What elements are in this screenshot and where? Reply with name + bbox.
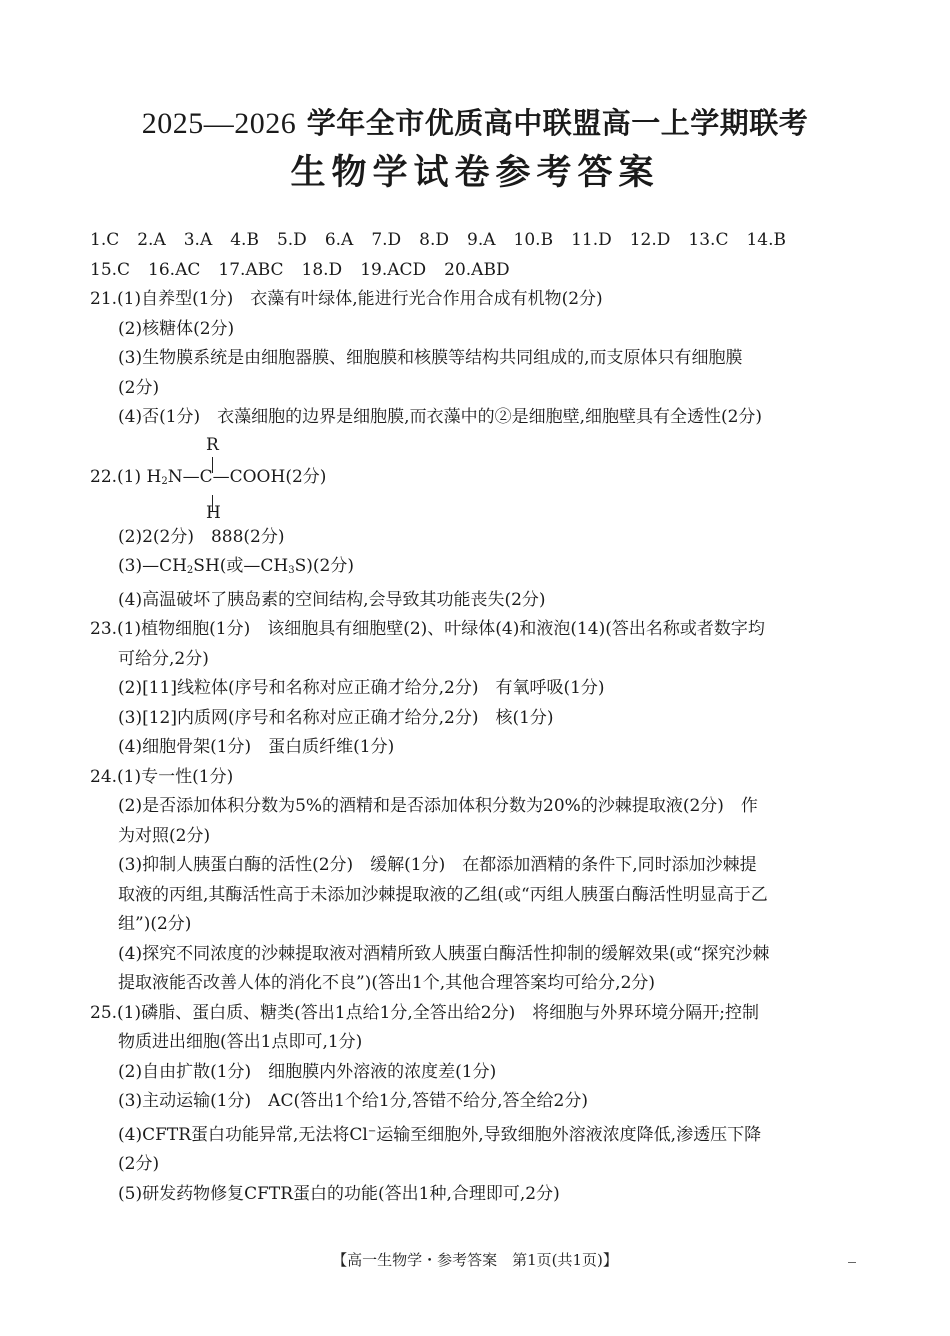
q21-part3: (3)生物膜系统是由细胞器膜、细胞膜和核膜等结构共同组成的,而支原体只有细胞膜 <box>118 348 743 368</box>
q24-part3-cont2: 组”)(2分) <box>118 914 192 934</box>
mc-answer: 5.D <box>276 230 307 250</box>
q25-part1-cont: 物质进出细胞(答出1点即可,1分) <box>118 1032 363 1052</box>
q21-part4: (4)否(1分) 衣藻细胞的边界是细胞膜,而衣藻中的②是细胞壁,细胞壁具有全透性(2分) <box>118 407 763 427</box>
q25-part5: (5)研发药物修复CFTR蛋白的功能(答出1种,合理即可,2分) <box>118 1183 560 1204</box>
subscript: 2 <box>161 475 168 487</box>
q24-part1: 24.(1)专一性(1分) <box>90 766 234 787</box>
q22-part3 <box>90 552 870 586</box>
amino-acid-structure <box>90 433 870 523</box>
q23-part2: (2)[11]线粒体(序号和名称对应正确才给分,2分) 有氧呼吸(1分) <box>118 678 605 698</box>
page-footer: 【高一生物学・参考答案 第1页(共1页)】 <box>332 1251 618 1269</box>
answer-content <box>90 226 870 1209</box>
year-range: 2025—2026 <box>141 107 297 140</box>
mc-answer: 1.C <box>90 230 120 250</box>
mc-answer: 12.D <box>629 230 671 250</box>
mc-answer: 13.C <box>688 230 729 250</box>
q25-part3: (3)主动运输(1分) AC(答出1个给1分,答错不给分,答全给2分) <box>118 1091 588 1111</box>
exam-title <box>0 101 950 142</box>
q21-part3-cont: (2分) <box>118 377 160 398</box>
mc-answer: 20.ABD <box>444 259 510 280</box>
question-21 <box>90 285 870 433</box>
subscript: 3 <box>288 565 295 576</box>
q24-part3-cont1: 取液的丙组,其酶活性高于未添加沙棘提取液的乙组(或“丙组人胰蛋白酶活性明显高于乙 <box>118 884 768 905</box>
mc-answer: 6.A <box>324 230 354 250</box>
question-22 <box>90 433 870 616</box>
mc-answer: 4.B <box>230 230 259 250</box>
mc-answers-row1 <box>90 226 870 256</box>
subscript: 2 <box>186 565 194 576</box>
mc-answer: 18.D <box>301 259 343 280</box>
document-title: 生物学试卷参考答案 <box>290 153 660 193</box>
q23-part1: 23.(1)植物细胞(1分) 该细胞具有细胞壁(2)、叶绿体(4)和液泡(14)(答出名称或者数字均 <box>90 619 765 639</box>
mc-answer: 3.A <box>183 230 213 250</box>
question-24 <box>90 763 870 999</box>
q25-part1: 25.(1)磷脂、蛋白质、糖类(答出1点给1分,全答出给2分) 将细胞与外界环境分隔开;控制 <box>90 1002 759 1023</box>
q22-p3-c: S)(2分) <box>294 556 354 576</box>
q22-part1 <box>90 463 326 497</box>
q22-p1-prefix: 22.(1) H <box>90 466 162 487</box>
mc-answer: 2.A <box>137 230 166 250</box>
q24-part4: (4)探究不同浓度的沙棘提取液对酒精所致人胰蛋白酶活性抑制的缓解效果(或“探究沙棘 <box>118 943 770 964</box>
mc-answer: 14.B <box>746 230 786 250</box>
q25-p4-post: 运输至细胞外,导致细胞外溶液浓度降低,渗透压下降 <box>376 1124 762 1145</box>
q25-p4-pre: (4)CFTR蛋白功能异常,无法将Cl <box>118 1124 368 1145</box>
question-23 <box>90 615 870 763</box>
q25-part4 <box>90 1117 870 1151</box>
superscript: − <box>367 1125 377 1137</box>
mc-answer: 15.C <box>90 259 131 280</box>
q21-part2: (2)核糖体(2分) <box>118 318 235 339</box>
corner-mark <box>848 1262 856 1263</box>
mc-answer: 11.D <box>571 230 612 250</box>
h-atom-label: H <box>206 502 221 523</box>
q23-part3: (3)[12]内质网(序号和名称对应正确才给分,2分) 核(1分) <box>118 707 554 728</box>
title-line1-text: 学年全市优质高中联盟高一上学期联考 <box>296 106 809 140</box>
mc-answer: 8.D <box>419 230 450 250</box>
mc-answer: 16.AC <box>148 259 201 280</box>
mc-answer: 7.D <box>371 230 402 250</box>
question-25 <box>90 999 870 1210</box>
q22-p3-b: SH(或—CH <box>193 556 289 576</box>
q24-part2-cont: 为对照(2分) <box>118 825 211 846</box>
q24-part4-cont: 提取液能否改善人体的消化不良”)(答出1个,其他合理答案均可给分,2分) <box>118 973 656 993</box>
mc-answer: 9.A <box>467 230 496 250</box>
q23-part1-cont: 可给分,2分) <box>118 648 209 669</box>
q23-part4: (4)细胞骨架(1分) 蛋白质纤维(1分) <box>118 737 395 757</box>
mc-answer: 10.B <box>513 230 554 250</box>
q22-p1-mid: N—C—COOH(2分) <box>167 466 327 487</box>
mc-answer: 19.ACD <box>360 259 427 280</box>
mc-answers-row2 <box>90 256 870 286</box>
q21-part1: 21.(1)自养型(1分) 衣藻有叶绿体,能进行光合作用合成有机物(2分) <box>90 289 603 309</box>
q25-part2: (2)自由扩散(1分) 细胞膜内外溶液的浓度差(1分) <box>118 1061 497 1082</box>
q25-part4-cont: (2分) <box>118 1154 160 1174</box>
q24-part2: (2)是否添加体积分数为5%的酒精和是否添加体积分数为20%的沙棘提取液(2分) 作 <box>118 796 758 816</box>
mc-answer: 17.ABC <box>218 259 284 280</box>
q22-part4: (4)高温破坏了胰岛素的空间结构,会导致其功能丧失(2分) <box>118 589 546 610</box>
q24-part3: (3)抑制人胰蛋白酶的活性(2分) 缓解(1分) 在都添加酒精的条件下,同时添加沙棘提 <box>118 855 757 875</box>
q22-part2: (2)2(2分) 888(2分) <box>118 526 285 547</box>
r-group-label: R <box>206 434 219 455</box>
q22-p3-a: (3)—CH <box>118 556 187 576</box>
